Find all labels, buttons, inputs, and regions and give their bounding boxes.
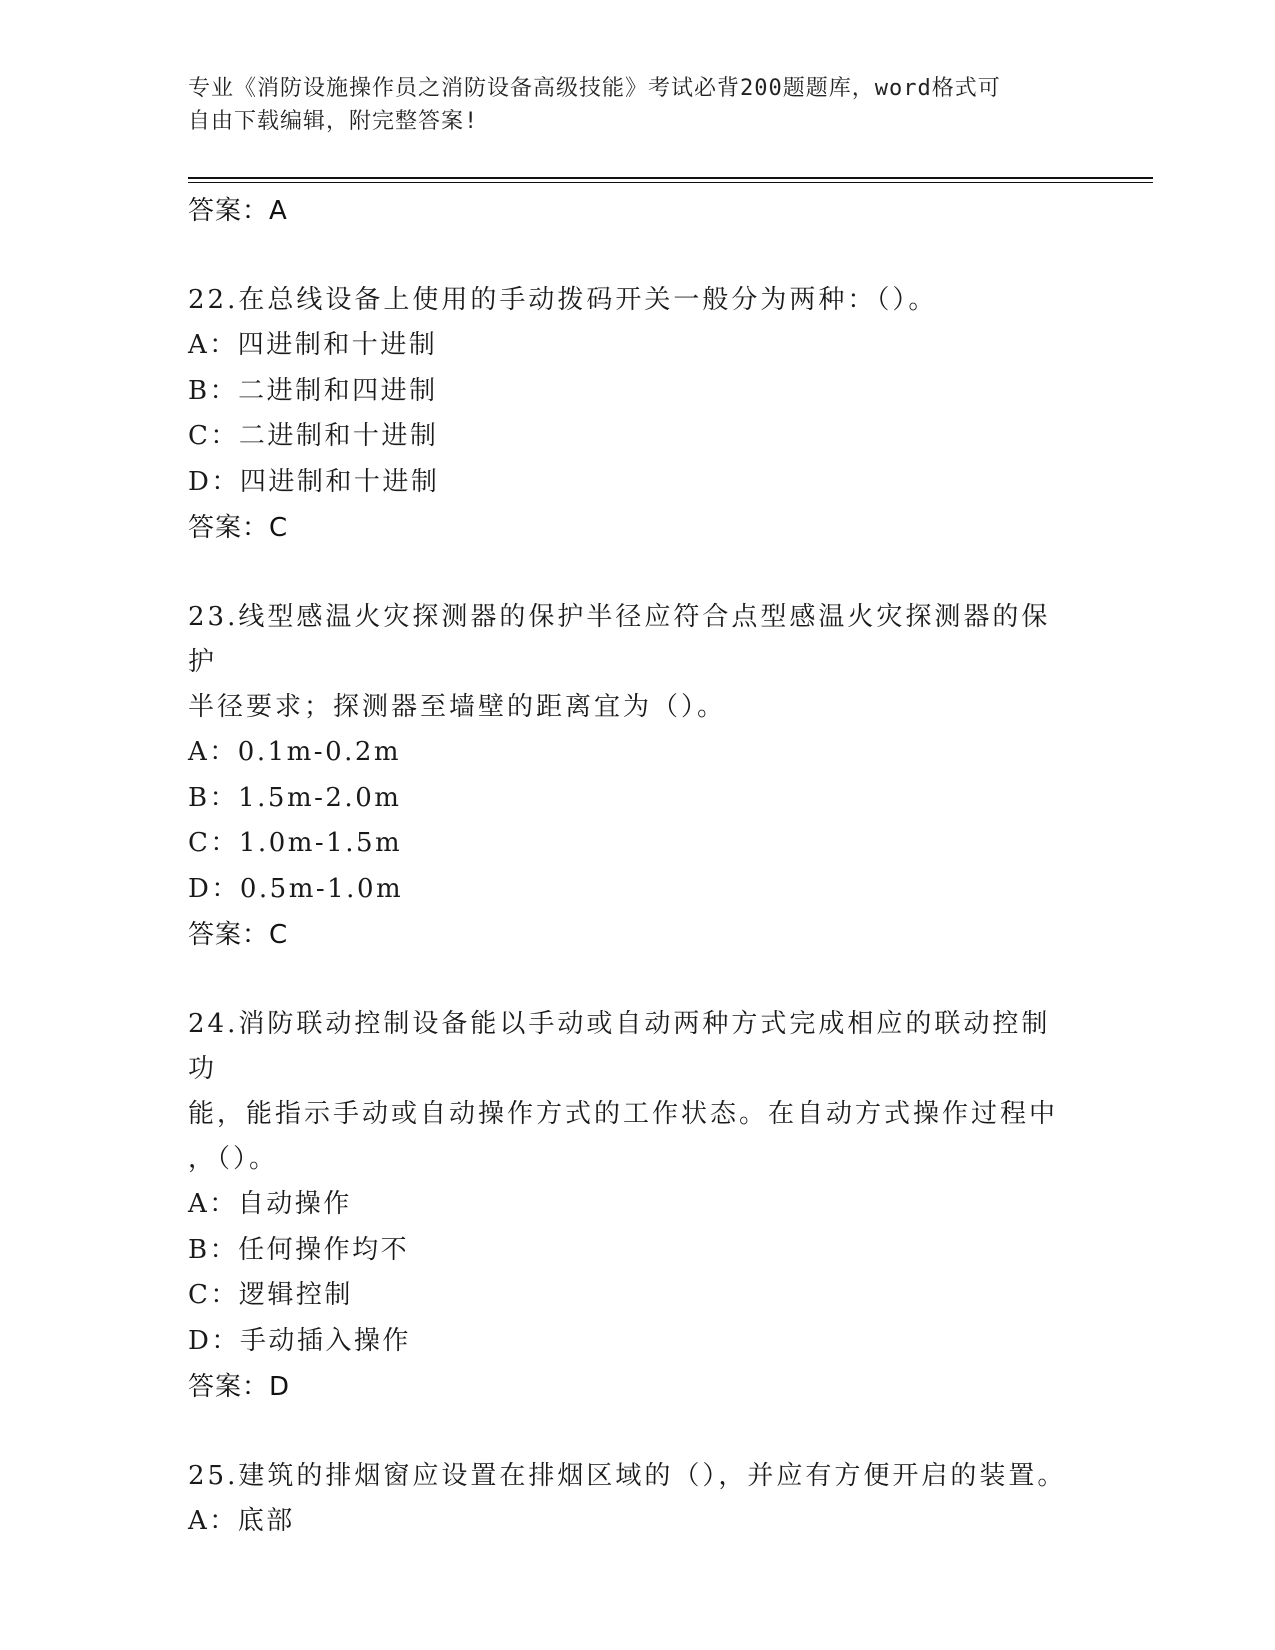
option-c: C：逻辑控制 [188,1280,353,1310]
header-line-2: 自由下载编辑，附完整答案! [188,109,479,134]
question-25 [188,1454,1088,1545]
question-text-line: 22.在总线设备上使用的手动拨码开关一般分为两种：（）。 [188,285,938,315]
option-b: B：二进制和四进制 [188,375,438,406]
answer-line: 答案：D [188,1372,291,1402]
option-a: A：四进制和十进制 [188,330,438,360]
question-text [188,278,1068,323]
option-b: B：任何操作均不 [188,1234,410,1265]
option-c: C：二进制和十进制 [188,421,439,451]
question-list [188,188,1088,1545]
question-text-line: 能，能指示手动或自动操作方式的工作状态。在自动方式操作过程中 [188,1099,1059,1129]
question-text [188,595,1068,730]
option-d: D：0.5m-1.0m [188,873,404,904]
question-text [188,1454,1068,1499]
option-d: D：手动插入操作 [188,1325,411,1356]
question-text [188,1002,1068,1182]
question-text-line: 25.建筑的排烟窗应设置在排烟区域的（），并应有方便开启的装置。 [188,1461,1067,1491]
header-line-1: 专业《消防设施操作员之消防设备高级技能》考试必背200题题库，word格式可 [188,76,1001,101]
question-text-line: ，（）。 [188,1144,279,1174]
option-a: A：0.1m-0.2m [188,737,402,767]
option-c: C：1.0m-1.5m [188,828,403,858]
question-text-line: 23.线型感温火灾探测器的保护半径应符合点型感温火灾探测器的保护 [188,602,1051,677]
header-divider-thin [188,182,1153,183]
option-a: A：底部 [188,1506,295,1536]
question-23 [188,595,1088,958]
header-divider-thick [188,177,1153,179]
option-a: A：自动操作 [188,1189,352,1219]
question-22 [188,278,1088,551]
answer-line: 答案：A [188,196,288,226]
question-text-line: 半径要求；探测器至墙壁的距离宜为（）。 [188,692,727,722]
question-24 [188,1002,1088,1410]
document-header [188,72,1088,138]
option-b: B：1.5m-2.0m [188,782,402,813]
answer-line: 答案：C [188,920,289,950]
answer-line: 答案：C [188,513,289,543]
option-d: D：四进制和十进制 [188,466,440,497]
question-text-line: 24.消防联动控制设备能以手动或自动两种方式完成相应的联动控制功 [188,1009,1051,1084]
